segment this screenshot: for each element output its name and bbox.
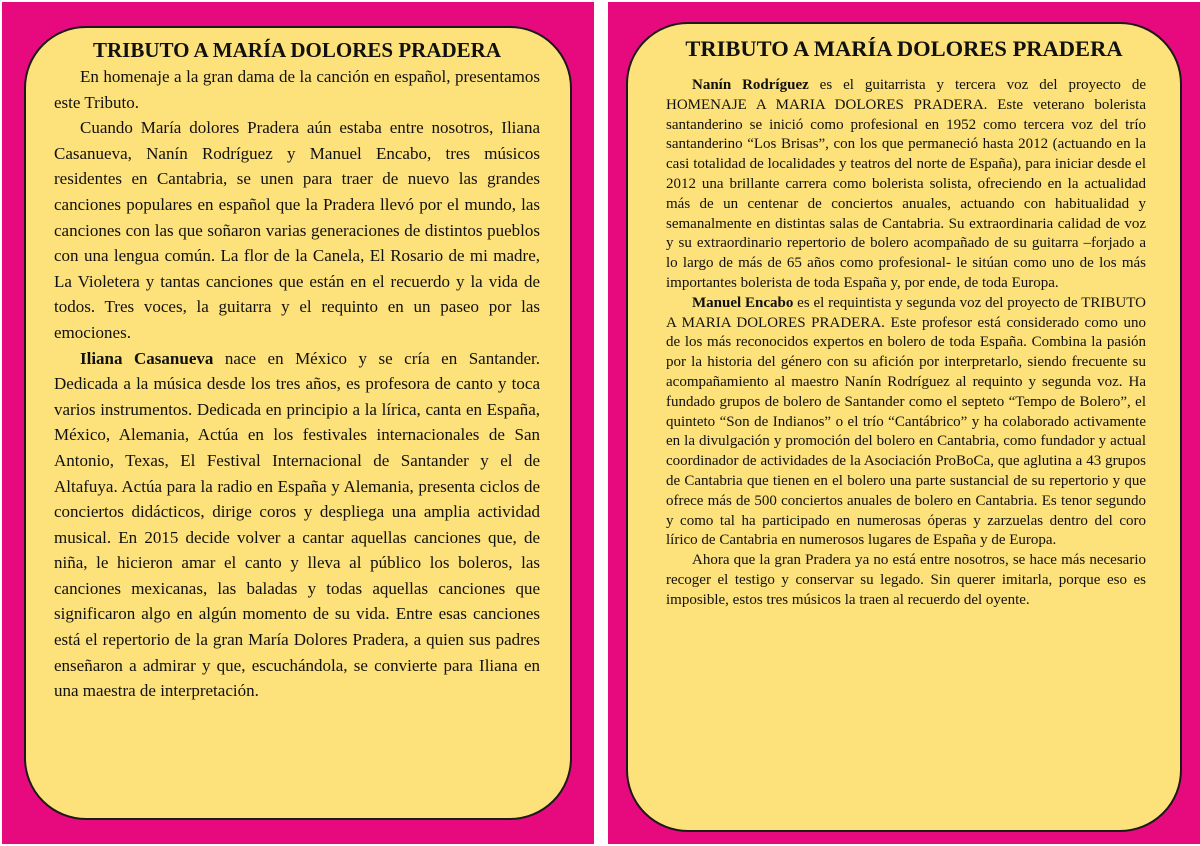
manuel-bio-paragraph — [666, 294, 1146, 551]
closing-paragraph: Ahora que la gran Pradera ya no está entre nosotros, se hace más necesario recoger el testigo y conservar su legado. Sin querer imitarla, porque eso es imposible, estos tres músicos la traen al recuerdo del oyente. — [666, 552, 1146, 608]
left-text-card — [24, 26, 572, 820]
manuel-name: Manuel Encabo — [692, 294, 794, 311]
iliana-name: Iliana Casanueva — [80, 348, 214, 368]
left-page-title: TRIBUTO A MARÍA DOLORES PRADERA — [92, 38, 501, 62]
iliana-bio-paragraph — [54, 346, 540, 704]
iliana-bio-text: nace en México y se cría en Santander. Dedicada a la música desde los tres años, es profesora de canto y toca varios instrumentos. Dedicada en principio a la lírica, canta en España, México, Alemania, Actúa en los festivales internacionales de San Antonio, Texas, El Festival Internacional de Santander y el de Altafuya. Actúa para la radio en España y Alemania, presenta ciclos de conciertos didácticos, dirige coros y despliega una amplia actividad musical. En 2015 decide volver a cantar aquellas canciones que, de niña, le hicieron amar el canto y lleva al público los boleros, las canciones mexicanas, las baladas y todas aquellas canciones que significaron algo en algún momento de su vida. Entre esas canciones está el repertorio de la gran María Dolores Pradera, a quien sus padres enseñaron a admirar y que, escuchándola, se convierte para Iliana en una maestra de interpretación. — [54, 348, 540, 701]
nanin-name: Nanín Rodríguez — [692, 77, 809, 93]
left-page — [2, 2, 594, 844]
nanin-bio-text: es el guitarrista y tercera voz del proyecto de HOMENAJE A MARIA DOLORES PRADERA. Este veterano bolerista santanderino se inició como profesional en 1952 como tercera voz del trío santanderino “Los Brisas”, con los que permaneció hasta 2012 (actuando en la casi totalidad de localidades y teatros del norte de España), para iniciar desde el 2012 una brillante carrera como bolerista solista, ofreciendo en la actualidad más de un centenar de conciertos anuales, actuando con habitualidad y semanalmente en distintas salas de Cantabria. Su extraordinaria calidad de voz y su extraordinario repertorio de bolero acompañado de su guitarra –forjado a lo largo de más de 65 años como profesional- le sitúan como uno de los más importantes bolerista de toda España y, por ende, de toda Europa. — [666, 77, 1147, 291]
right-page — [608, 2, 1200, 844]
right-page-title: TRIBUTO A MARÍA DOLORES PRADERA — [685, 36, 1123, 61]
right-text-card — [626, 22, 1182, 832]
nanin-bio-paragraph — [666, 76, 1146, 294]
manuel-bio-text: es el requintista y segunda voz del proyecto de TRIBUTO A MARIA DOLORES PRADERA. Este profesor está considerado como uno de los más reconocidos expertos en bolero de toda España. Combina la pasión por la historia del género con su afición por interpretarlo, siendo frecuente su acompañamiento al maestro Nanín Rodríguez al requinto y segunda voz. Ha fundado grupos de bolero de Santander como el septeto “Tempo de Bolero”, el quinteto “Son de Indianos” o el trío “Cantábrico” y ha colaborado activamente en la divulgación y promoción del bolero en Cantabria, como fundador y actual coordinador de actividades de la Asociación ProBoCa, que aglutina a 43 grupos de Cantabria que tienen en el bolero una parte sustancial de su repertorio y que ofrece más de 500 conciertos anuales de bolero en Cantabria. Es tenor segundo y como tal ha participado en numerosas óperas y zarzuelas dentro del coro lírico de Cantabria en numerosos lugares de España y de Europa. — [666, 294, 1146, 549]
intro-paragraph: En homenaje a la gran dama de la canción en español, presentamos este Tributo. — [54, 67, 540, 112]
history-paragraph: Cuando María dolores Pradera aún estaba entre nosotros, Iliana Casanueva, Nanín Rodríguez y Manuel Encabo, tres músicos residentes en Cantabria, se unen para traer de nuevo las grandes canciones populares en español que la Pradera llevó por el mundo, las canciones con las que soñaron varias generaciones de distintos pueblos con una lengua común. La flor de la Canela, El Rosario de mi madre, La Violetera y tantas canciones que están en el recuerdo y la vida de todos. Tres voces, la guitarra y el requinto en un paseo por las emociones. — [54, 118, 540, 342]
